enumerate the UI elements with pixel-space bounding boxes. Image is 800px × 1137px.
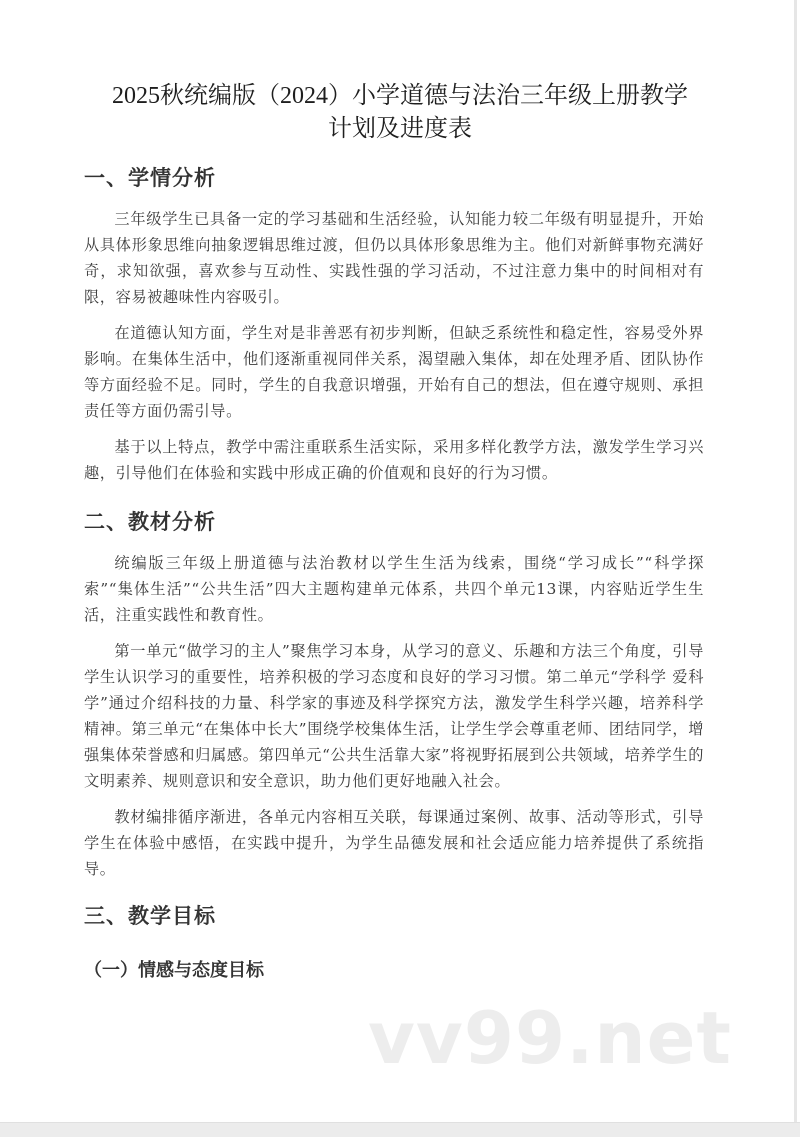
page-bottom-edge: [0, 1122, 800, 1137]
paragraph: 基于以上特点，教学中需注重联系生活实际，采用多样化教学方法，激发学生学习兴趣，引导他们在体验和实践中形成正确的价值观和良好的行为习惯。: [84, 438, 704, 482]
section-heading: 二、教材分析: [84, 510, 216, 534]
section-heading: 一、学情分析: [84, 166, 216, 190]
section-heading: 三、教学目标: [84, 904, 216, 928]
paragraph: 统编版三年级上册道德与法治教材以学生生活为线索，围绕“学习成长”“科学探索”“集体生活”“公共生活”四大主题构建单元体系，共四个单元13课，内容贴近学生生活，注重实践性和教育性。: [84, 554, 704, 624]
section-teaching-goals: [84, 902, 704, 984]
paragraph: 教材编排循序渐进，各单元内容相互关联，每课通过案例、故事、活动等形式，引导学生在体验中感悟，在实践中提升，为学生品德发展和社会适应能力培养提供了系统指导。: [84, 808, 704, 878]
document-title: [60, 80, 740, 146]
section-textbook-analysis: [84, 508, 704, 892]
watermark: vv99.net: [368, 996, 732, 1080]
paragraph: 三年级学生已具备一定的学习基础和生活经验，认知能力较二年级有明显提升，开始从具体形象思维向抽象逻辑思维过渡，但仍以具体形象思维为主。他们对新鲜事物充满好奇，求知欲强，喜欢参与互动性、实践性强的学习活动，不过注意力集中的时间相对有限，容易被趣味性内容吸引。: [84, 210, 704, 306]
title-line-1: 2025秋统编版（2024）小学道德与法治三年级上册教学: [112, 83, 688, 109]
paragraph: 第一单元“做学习的主人”聚焦学习本身，从学习的意义、乐趣和方法三个角度，引导学生认识学习的重要性，培养积极的学习态度和良好的学习习惯。第二单元“学科学 爱科学”通过介绍科技的力量、科学家的事迹及科学探究方法，激发学生科学兴趣，培养科学精神。第三单元“在集体中长大”围绕学校集体生活，让学生学会尊重老师、团结同学，增强集体荣誉感和归属感。第四单元“公共生活靠大家”将视野拓展到公共领域，培养学生的文明素养、规则意识和安全意识，助力他们更好地融入社会。: [84, 642, 704, 790]
subsection-heading: （一）情感与态度目标: [84, 960, 264, 981]
title-line-2: 计划及进度表: [328, 116, 472, 142]
paragraph: 在道德认知方面，学生对是非善恶有初步判断，但缺乏系统性和稳定性，容易受外界影响。在集体生活中，他们逐渐重视同伴关系，渴望融入集体，却在处理矛盾、团队协作等方面经验不足。同时，学生的自我意识增强，开始有自己的想法，但在遵守规则、承担责任等方面仍需引导。: [84, 324, 704, 420]
section-student-analysis: [84, 164, 704, 496]
